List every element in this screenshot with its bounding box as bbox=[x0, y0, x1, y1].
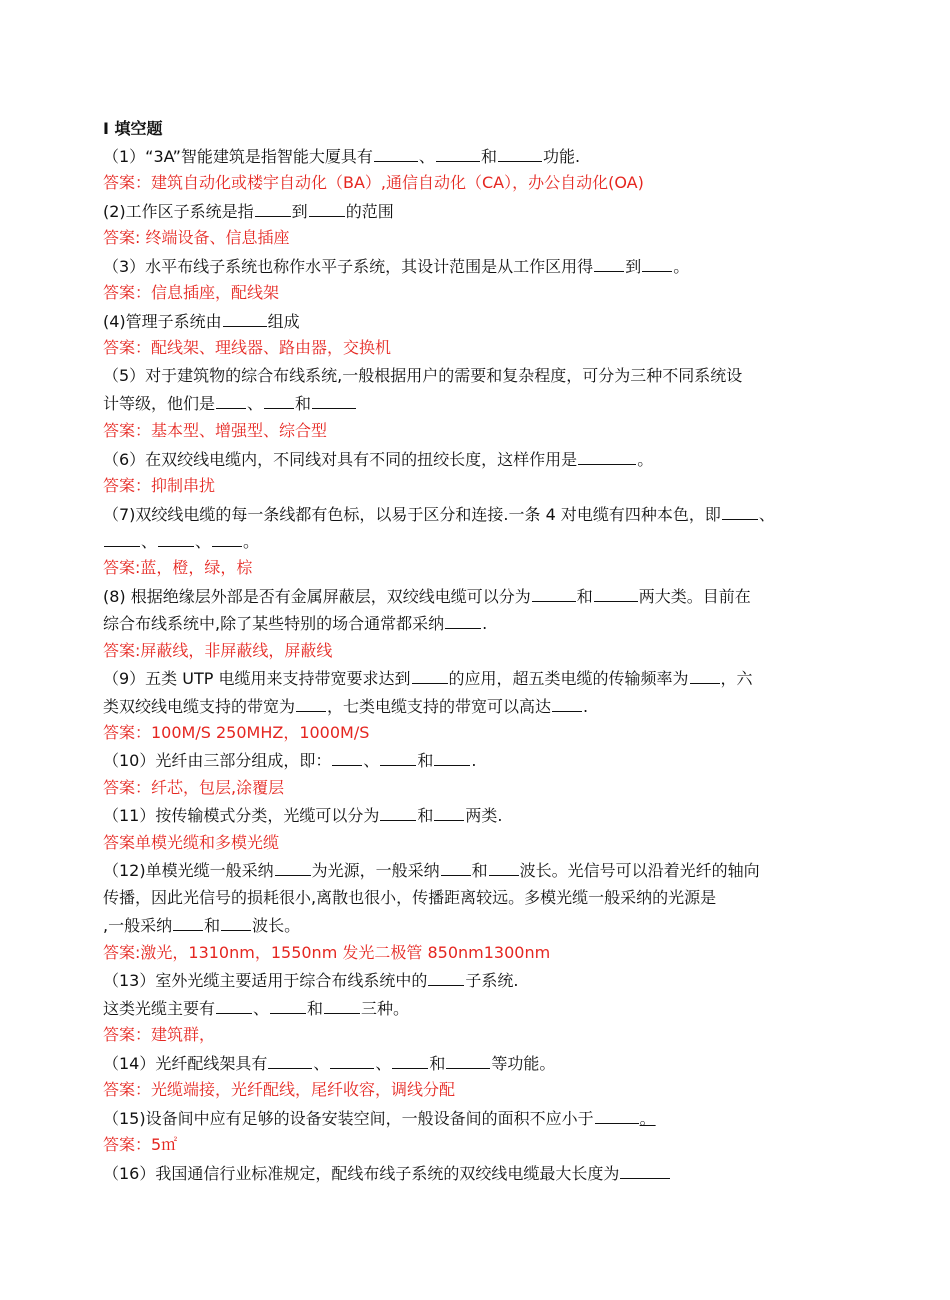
question-14: （14）光纤配线架具有 、 、 和 等功能。 bbox=[103, 1054, 556, 1073]
answer-10: 答案：纤芯，包层,涂覆层 bbox=[103, 778, 285, 797]
answer-2: 答案: 终端设备、信息插座 bbox=[103, 228, 290, 247]
blank bbox=[498, 146, 542, 162]
section-title: Ⅰ 填空题 bbox=[103, 119, 163, 138]
question-9-line-2: 类双绞线电缆支持的带宽为 ，七类电缆支持的带宽可以高达 . bbox=[103, 697, 589, 716]
question-13-line-2: 这类光缆主要有 、 和 三种。 bbox=[103, 999, 410, 1018]
blank bbox=[309, 201, 345, 217]
answer-11: 答案单模光缆和多模光缆 bbox=[103, 833, 280, 852]
answer-14: 答案：光缆端接，光纤配线，尾纤收容，调线分配 bbox=[103, 1080, 456, 1099]
answer-6: 答案：抑制串扰 bbox=[103, 476, 216, 495]
question-15: （15)设备间中应有足够的设备安装空间，一般设备间的面积不应小于 。 bbox=[103, 1109, 656, 1128]
question-16: （16）我国通信行业标准规定，配线布线子系统的双绞线电缆最大长度为 bbox=[103, 1163, 671, 1184]
blank bbox=[392, 1053, 428, 1069]
blank bbox=[441, 860, 471, 876]
blank bbox=[255, 201, 291, 217]
question-7-line-2: 、 、 。 bbox=[103, 531, 259, 552]
blank bbox=[275, 860, 311, 876]
blank bbox=[722, 504, 758, 520]
question-8-line-2: 综合布线系统中,除了某些特别的场合通常都采纳 . bbox=[103, 614, 488, 633]
blank bbox=[104, 531, 140, 547]
question-13-line-1: （13）室外光缆主要适用于综合布线系统中的 子系统. bbox=[103, 971, 519, 990]
question-12-line-3: ,一般采纳 和 波长。 bbox=[103, 916, 301, 935]
blank bbox=[412, 668, 448, 684]
blank bbox=[223, 311, 267, 327]
question-11: （11）按传输模式分类，光缆可以分为 和 两类. bbox=[103, 806, 503, 825]
blank bbox=[436, 146, 480, 162]
blank bbox=[216, 998, 252, 1014]
blank bbox=[690, 668, 720, 684]
answer-7: 答案:蓝，橙，绿，棕 bbox=[103, 558, 253, 577]
blank bbox=[578, 449, 636, 465]
answer-5: 答案：基本型、增强型、综合型 bbox=[103, 421, 328, 440]
question-2: (2)工作区子系统是指 到 的范围 bbox=[103, 202, 394, 221]
question-5-line-2: 计等级，他们是 、 和 bbox=[103, 393, 357, 414]
blank bbox=[221, 915, 251, 931]
blank bbox=[428, 970, 464, 986]
answer-4: 答案：配线架、理线器、路由器，交换机 bbox=[103, 338, 392, 357]
blank bbox=[296, 696, 326, 712]
answer-12: 答案:激光，1310nm，1550nm 发光二极管 850nm1300nm bbox=[103, 943, 551, 962]
blank bbox=[330, 1053, 374, 1069]
blank bbox=[268, 1053, 312, 1069]
question-8-line-1: (8) 根据绝缘层外部是否有金属屏蔽层，双绞线电缆可以分为 和 两大类。目前在 bbox=[103, 587, 751, 606]
question-9-line-1: （9）五类 UTP 电缆用来支持带宽要求达到 的应用，超五类电缆的传输频率为 ，六 bbox=[103, 669, 753, 688]
question-12-line-1: （12)单模光缆一般采纳 为光源，一般采纳 和 波长。光信号可以沿着光纤的轴向 bbox=[103, 861, 760, 880]
question-6: （6）在双绞线电缆内，不同线对具有不同的扭绞长度，这样作用是 。 bbox=[103, 450, 654, 469]
answer-15: 答案：5㎡ bbox=[103, 1135, 178, 1154]
blank bbox=[552, 696, 582, 712]
question-3: （3）水平布线子系统也称作水平子系统，其设计范围是从工作区用得 到 。 bbox=[103, 257, 690, 276]
blank bbox=[594, 256, 624, 272]
blank bbox=[324, 998, 360, 1014]
blank bbox=[212, 531, 242, 547]
blank bbox=[532, 586, 576, 602]
blank bbox=[380, 805, 416, 821]
answer-13: 答案：建筑群， bbox=[103, 1025, 216, 1044]
question-12-line-2: 传播，因此光信号的损耗很小,离散也很小，传播距离较远。多模光缆一般采纳的光源是 bbox=[103, 888, 717, 907]
blank bbox=[594, 586, 638, 602]
blank bbox=[446, 1053, 490, 1069]
blank bbox=[264, 393, 294, 409]
question-1: （1）“3A”智能建筑是指智能大厦具有 、 和 功能. bbox=[103, 147, 581, 166]
answer-1: 答案：建筑自动化或楼宇自动化（BA）,通信自动化（CA），办公自动化(OA) bbox=[103, 173, 644, 192]
question-5-line-1: （5）对于建筑物的综合布线系统,一般根据用户的需要和复杂程度，可分为三种不同系统设 bbox=[103, 366, 743, 385]
question-7-line-1: （7)双绞线电缆的每一条线都有色标，以易于区分和连接.一条 4 对电缆有四种本色，即 、 bbox=[103, 505, 775, 524]
blank bbox=[270, 998, 306, 1014]
answer-3: 答案：信息插座，配线架 bbox=[103, 283, 280, 302]
blank bbox=[216, 393, 246, 409]
blank bbox=[173, 915, 203, 931]
blank bbox=[434, 805, 464, 821]
answer-8: 答案:屏蔽线，非屏蔽线，屏蔽线 bbox=[103, 641, 333, 660]
blank bbox=[332, 750, 362, 766]
blank bbox=[312, 393, 356, 409]
blank bbox=[445, 613, 481, 629]
blank bbox=[595, 1108, 639, 1124]
blank bbox=[380, 750, 416, 766]
blank bbox=[620, 1163, 670, 1179]
blank bbox=[642, 256, 672, 272]
answer-9: 答案：100M/S 250MHZ，1000M/S bbox=[103, 723, 370, 742]
question-10: （10）光纤由三部分组成，即： 、 和 . bbox=[103, 751, 477, 770]
blank bbox=[158, 531, 194, 547]
blank bbox=[434, 750, 470, 766]
question-4: (4)管理子系统由 组成 bbox=[103, 312, 300, 331]
blank bbox=[374, 146, 418, 162]
blank bbox=[489, 860, 519, 876]
